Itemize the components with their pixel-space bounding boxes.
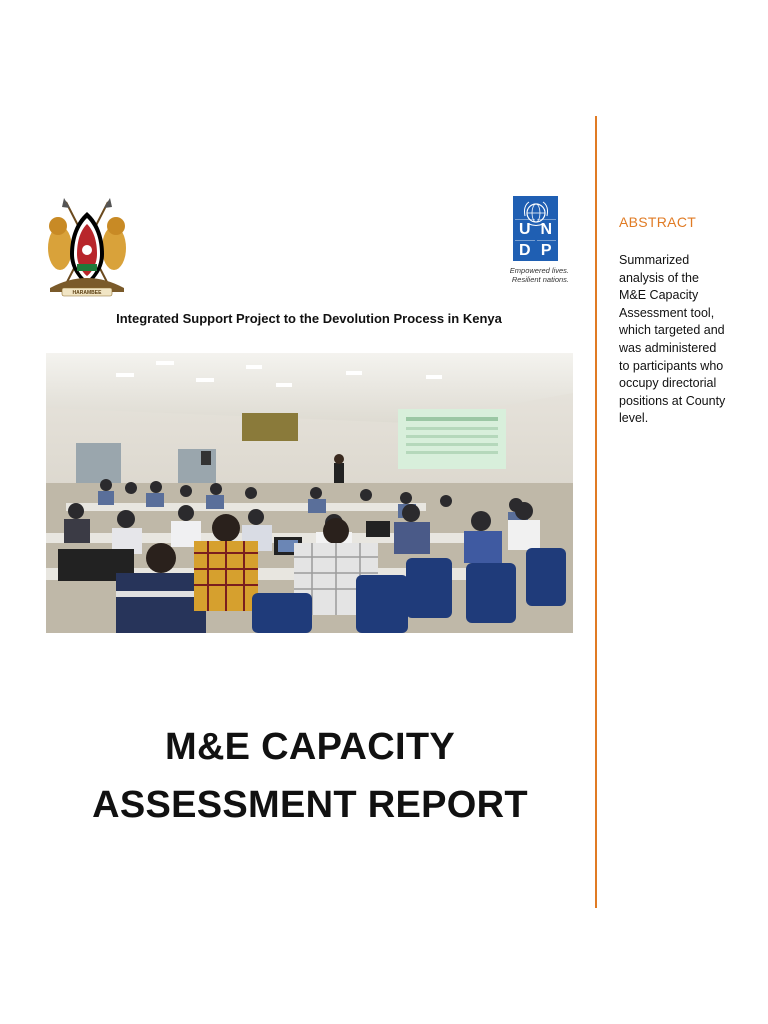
undp-logo-block	[513, 196, 558, 261]
svg-text:HARAMBEE: HARAMBEE	[72, 290, 102, 297]
abstract-heading: ABSTRACT	[619, 214, 697, 230]
project-subtitle: Integrated Support Project to the Devolution Process in Kenya	[116, 311, 502, 326]
workshop-photo	[46, 353, 573, 633]
undp-tagline-line2: Resilient nations.	[511, 275, 569, 284]
report-title-line2: ASSESSMENT REPORT	[92, 784, 528, 826]
report-title	[60, 718, 560, 834]
undp-letter: D	[515, 240, 535, 259]
sidebar-divider	[595, 116, 597, 908]
abstract-body: Summarized analysis of the M&E Capacity Assessment tool, which targeted and was administered to participants who occupy directorial positions at County level.	[619, 253, 726, 426]
undp-letter: N	[537, 219, 557, 238]
kenya-coat-of-arms-icon	[44, 198, 130, 298]
undp-tagline	[503, 266, 569, 284]
undp-tagline-line1: Empowered lives.	[509, 266, 569, 275]
undp-letter: P	[537, 240, 557, 259]
undp-logo	[503, 196, 569, 284]
undp-letter: U	[515, 219, 535, 238]
report-title-line1: M&E CAPACITY	[164, 726, 455, 768]
